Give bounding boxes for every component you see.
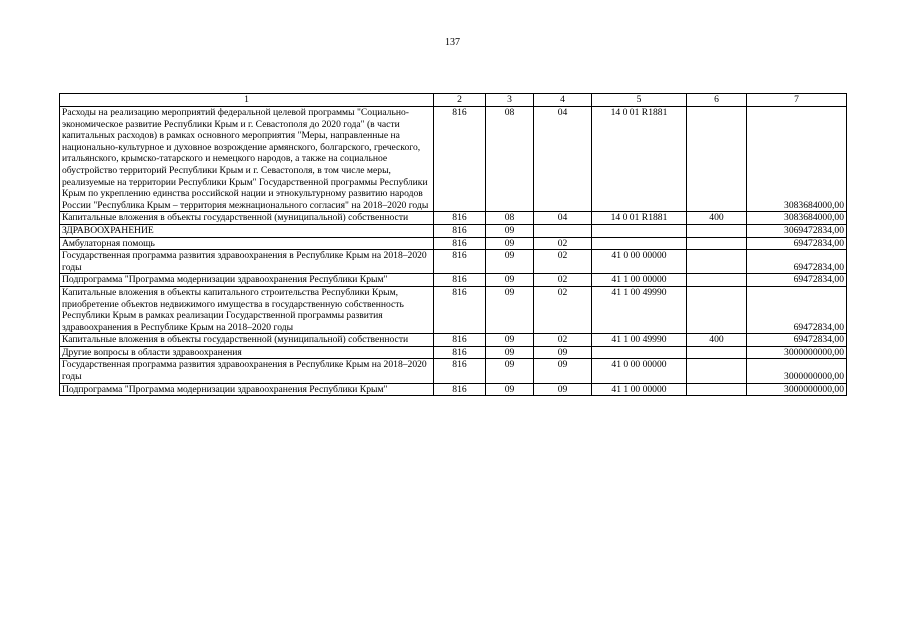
target-code: 41 1 00 49990 xyxy=(592,334,687,347)
column-header: 3 xyxy=(486,94,534,107)
ministry-code: 816 xyxy=(434,224,486,237)
table-row xyxy=(60,274,847,287)
column-header: 4 xyxy=(534,94,592,107)
ministry-code: 816 xyxy=(434,334,486,347)
section-code: 09 xyxy=(486,334,534,347)
table-row xyxy=(60,107,847,212)
column-header: 5 xyxy=(592,94,687,107)
subsection-code: 02 xyxy=(534,250,592,274)
table-row xyxy=(60,237,847,250)
section-code: 09 xyxy=(486,274,534,287)
table-row xyxy=(60,359,847,383)
table-row xyxy=(60,250,847,274)
ministry-code: 816 xyxy=(434,346,486,359)
expense-type-code: 400 xyxy=(687,212,747,225)
row-name: Капитальные вложения в объекты государственной (муниципальной) собственности xyxy=(60,212,434,225)
table-row xyxy=(60,383,847,396)
ministry-code: 816 xyxy=(434,107,486,212)
expense-type-code xyxy=(687,274,747,287)
amount-value: 3000000000,00 xyxy=(747,383,847,396)
row-name: Государственная программа развития здравоохранения в Республике Крым на 2018–2020 годы xyxy=(60,359,434,383)
amount-value: 69472834,00 xyxy=(747,334,847,347)
ministry-code: 816 xyxy=(434,212,486,225)
subsection-code: 02 xyxy=(534,274,592,287)
amount-value: 3000000000,00 xyxy=(747,346,847,359)
target-code xyxy=(592,346,687,359)
target-code: 41 1 00 49990 xyxy=(592,286,687,333)
amount-value: 3000000000,00 xyxy=(747,359,847,383)
column-header: 2 xyxy=(434,94,486,107)
expense-type-code xyxy=(687,224,747,237)
expense-type-code xyxy=(687,286,747,333)
subsection-code: 02 xyxy=(534,237,592,250)
amount-value: 69472834,00 xyxy=(747,286,847,333)
column-header: 1 xyxy=(60,94,434,107)
subsection-code: 02 xyxy=(534,334,592,347)
target-code xyxy=(592,237,687,250)
subsection-code: 04 xyxy=(534,212,592,225)
subsection-code xyxy=(534,224,592,237)
target-code xyxy=(592,224,687,237)
expense-type-code xyxy=(687,250,747,274)
target-code: 14 0 01 R1881 xyxy=(592,212,687,225)
row-name: Расходы на реализацию мероприятий федеральной целевой программы "Социально-экономическое развитие Республики Крым и г. Севастополя до 2020 года" (в части капитальных расходов) в рамках основного мероприятия "Меры, направленные на национально-культурное и духовное возрождение армянского, болгарского, греческого, итальянского, крымско-татарского и немецкого народов, а также на социальное обустройство территорий Республики Крым и г. Севастополя, в том числе меры, реализуемые на территории Республики Крым" Государственной программы Республики Крым по укреплению единства российской нации и этнокультурному развитию народов России "Республика Крым – территория межнационального согласия" на 2018–2020 годы xyxy=(60,107,434,212)
expense-type-code xyxy=(687,383,747,396)
row-name: Амбулаторная помощь xyxy=(60,237,434,250)
section-code: 09 xyxy=(486,346,534,359)
subsection-code: 09 xyxy=(534,383,592,396)
row-name: Государственная программа развития здравоохранения в Республике Крым на 2018–2020 годы xyxy=(60,250,434,274)
amount-value: 3069472834,00 xyxy=(747,224,847,237)
ministry-code: 816 xyxy=(434,250,486,274)
target-code: 41 1 00 00000 xyxy=(592,274,687,287)
budget-table xyxy=(59,93,847,396)
ministry-code: 816 xyxy=(434,274,486,287)
page-number: 137 xyxy=(445,37,460,48)
table-row xyxy=(60,346,847,359)
table-row xyxy=(60,224,847,237)
header-row xyxy=(60,94,847,107)
section-code: 09 xyxy=(486,359,534,383)
expense-type-code: 400 xyxy=(687,334,747,347)
amount-value: 69472834,00 xyxy=(747,250,847,274)
amount-value: 3083684000,00 xyxy=(747,107,847,212)
table-row xyxy=(60,334,847,347)
row-name: Подпрограмма "Программа модернизации здравоохранения Республики Крым" xyxy=(60,274,434,287)
expense-type-code xyxy=(687,346,747,359)
section-code: 09 xyxy=(486,224,534,237)
row-name: Капитальные вложения в объекты капитального строительства Республики Крым, приобретение объектов недвижимого имущества в государственную собственность Республики Крым в рамках реализации Государственной программы развития здравоохранения в Республике Крым на 2018–2020 годы xyxy=(60,286,434,333)
row-name: ЗДРАВООХРАНЕНИЕ xyxy=(60,224,434,237)
row-name: Подпрограмма "Программа модернизации здравоохранения Республики Крым" xyxy=(60,383,434,396)
amount-value: 69472834,00 xyxy=(747,237,847,250)
ministry-code: 816 xyxy=(434,383,486,396)
amount-value: 3083684000,00 xyxy=(747,212,847,225)
section-code: 08 xyxy=(486,212,534,225)
subsection-code: 02 xyxy=(534,286,592,333)
table-row xyxy=(60,212,847,225)
amount-value: 69472834,00 xyxy=(747,274,847,287)
ministry-code: 816 xyxy=(434,359,486,383)
target-code: 41 0 00 00000 xyxy=(592,359,687,383)
section-code: 08 xyxy=(486,107,534,212)
target-code: 14 0 01 R1881 xyxy=(592,107,687,212)
target-code: 41 1 00 00000 xyxy=(592,383,687,396)
column-header: 6 xyxy=(687,94,747,107)
target-code: 41 0 00 00000 xyxy=(592,250,687,274)
subsection-code: 04 xyxy=(534,107,592,212)
expense-type-code xyxy=(687,107,747,212)
subsection-code: 09 xyxy=(534,359,592,383)
expense-type-code xyxy=(687,359,747,383)
expense-type-code xyxy=(687,237,747,250)
section-code: 09 xyxy=(486,383,534,396)
column-header: 7 xyxy=(747,94,847,107)
section-code: 09 xyxy=(486,237,534,250)
row-name: Капитальные вложения в объекты государственной (муниципальной) собственности xyxy=(60,334,434,347)
ministry-code: 816 xyxy=(434,286,486,333)
ministry-code: 816 xyxy=(434,237,486,250)
section-code: 09 xyxy=(486,250,534,274)
table-row xyxy=(60,286,847,333)
section-code: 09 xyxy=(486,286,534,333)
row-name: Другие вопросы в области здравоохранения xyxy=(60,346,434,359)
subsection-code: 09 xyxy=(534,346,592,359)
